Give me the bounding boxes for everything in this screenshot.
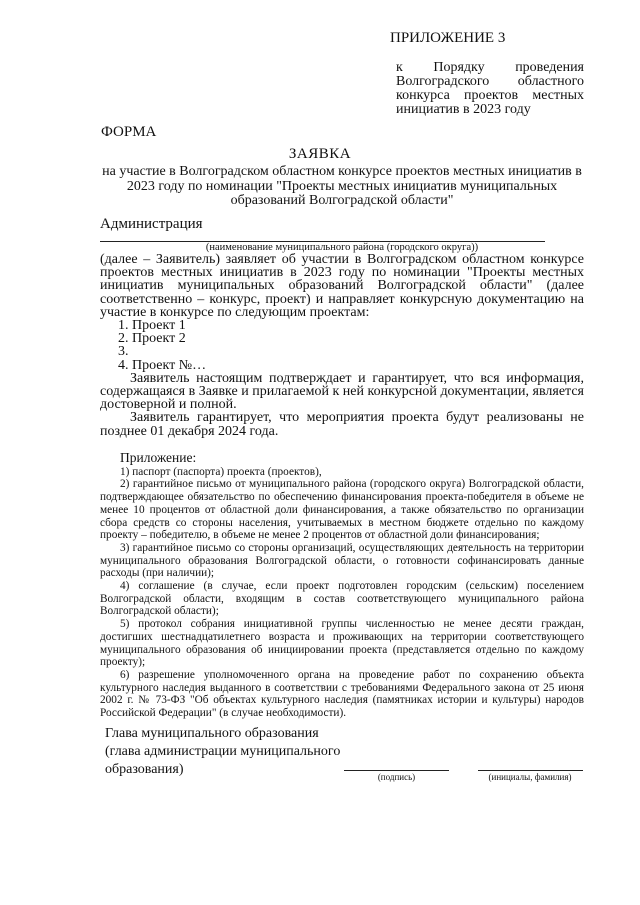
appendix-item: 3) гарантийное письмо со стороны организаций, осуществляющих деятельность на территории муниципального образования Волгоградской области, о готовности софинансировать данные расходы (при наличии);: [100, 541, 584, 580]
application-body: [100, 253, 584, 438]
signatory-position: Глава муниципального образования (глава администрации муниципального образования): [105, 726, 341, 777]
appendix-title: ПРИЛОЖЕНИЕ 3: [390, 30, 506, 46]
form-label: ФОРМА: [101, 124, 157, 140]
appendix-reference: к Порядку проведения Волгоградского областного конкурса проектов местных инициатив в 2023 году: [396, 60, 584, 117]
appendix-list: [100, 452, 584, 720]
appendix-item: 2) гарантийное письмо от муниципального района (городского округа) Волгоградской области, подтверждающее обязательство по обеспечению финансирования проекта-победителя в объеме не менее 10 процентов от областной доли финансирования, а также обязательство по организации сбора средств со стороны населения, учитываемых в местном бюджете отдельно по каждому проекту – победителю, в объеме не менее 2 процентов от областной доли финансирования;: [100, 478, 584, 542]
appendix-item: 4) соглашение (в случае, если проект подготовлен городским (сельским) поселением Волгоградской области, входящим в состав соответствующего муниципального района Волгоградской области);: [100, 580, 584, 618]
intro-paragraph: (далее – Заявитель) заявляет об участии в Волгоградском областном конкурсе проектов местных инициатив в 2023 году по номинации "Проекты местных инициатив муниципальных образований Волгоградской области" (далее соответственно – конкурс, проект) и направляет конкурсную документацию на участие в конкурсе по следующим проектам:: [100, 252, 584, 320]
appendix-item: 1) паспорт (паспорта) проекта (проектов),: [120, 465, 322, 478]
document-title: ЗАЯВКА: [288, 146, 352, 162]
project-item: 3.: [118, 344, 129, 360]
project-item: 1. Проект 1: [118, 318, 186, 334]
appendix-item: 6) разрешение уполномоченного органа на проведение работ по сохранению объекта культурного наследия выданного в соответствии с требованиями Федерального закона от 25 июня 2002 г. № 73-ФЗ "Об объектах культурного наследия (памятниках истории и культуры) народов Российской Федерации" (в случае необходимости).: [100, 668, 584, 720]
appendix-item: 5) протокол собрания инициативной группы численностью не менее десяти граждан, достигших шестнадцатилетнего возраста и проживающих на территории соответствующего муниципального образования об инициировании проекта (представляется отдельно по каждому проекту);: [100, 618, 584, 669]
name-caption: (инициалы, фамилия): [488, 772, 572, 782]
project-item: 4. Проект №…: [118, 357, 207, 373]
guarantee-paragraph: Заявитель настоящим подтверждает и гарантирует, что вся информация, содержащаяся в Заявке и прилагаемой к ней конкурсной документации, является достоверной и полной.: [100, 370, 584, 413]
name-line: [478, 770, 583, 771]
deadline-paragraph: Заявитель гарантирует, что мероприятия проекта будут реализованы не позднее 01 декабря 2024 года.: [100, 410, 584, 439]
document-subtitle: на участие в Волгоградском областном конкурсе проектов местных инициатив в 2023 году по номинации "Проекты местных инициатив муниципальных образований Волгоградской области": [102, 164, 582, 208]
signature-caption: (подпись): [377, 772, 416, 782]
signature-line: [344, 770, 449, 771]
administration-label: Администрация: [100, 216, 203, 232]
project-list: [100, 319, 584, 372]
project-item: 2. Проект 2: [118, 331, 186, 347]
appendix-heading: Приложение:: [120, 450, 197, 465]
administration-hint: (наименование муниципального района (городского округа)): [205, 242, 479, 253]
